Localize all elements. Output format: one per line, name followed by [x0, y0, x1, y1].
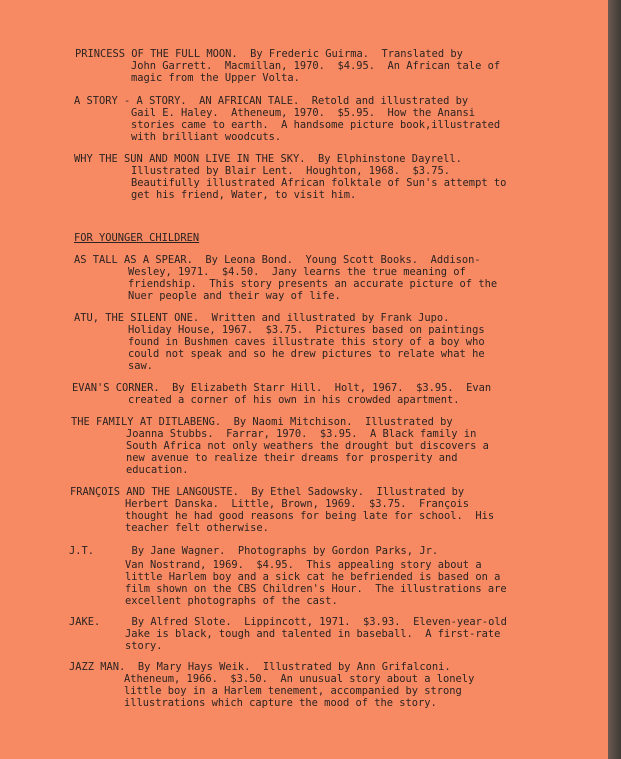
entry-first-line: EVAN'S CORNER. By Elizabeth Starr Hill. Holt, 1967. $3.95. Evan — [72, 382, 492, 394]
entry-first-line: WHY THE SUN AND MOON LIVE IN THE SKY. By Elphinstone Dayrell. — [74, 153, 462, 165]
entry-line: Holiday House, 1967. $3.75. Pictures based on paintings — [128, 324, 485, 336]
entry-line: teacher felt otherwise. — [125, 522, 269, 534]
entry-line: Atheneum, 1966. $3.50. An unusual story about a lonely — [124, 673, 475, 685]
entry-line: found in Bushmen caves illustrate this story of a boy who — [128, 336, 485, 348]
entry-line: saw. — [128, 360, 154, 372]
entry-first-line: PRINCESS OF THE FULL MOON. By Frederic Guirma. Translated by — [75, 48, 463, 60]
entry-line: thought he had good reasons for being late for school. His — [125, 510, 495, 522]
entry-line: Beautifully illustrated African folktale of Sun's attempt to — [131, 177, 507, 189]
entry-first-line: FRANÇOIS AND THE LANGOUSTE. By Ethel Sadowsky. Illustrated by — [70, 486, 465, 498]
entry-line: Illustrated by Blair Lent. Houghton, 1968. $3.75. — [131, 165, 451, 177]
entry-line: could not speak and so he drew pictures to relate what he — [128, 348, 485, 360]
entry-line: John Garrett. Macmillan, 1970. $4.95. An African tale of — [131, 60, 501, 72]
section-heading: FOR YOUNGER CHILDREN — [74, 232, 200, 244]
entry-first-line: THE FAMILY AT DITLABENG. By Naomi Mitchison. Illustrated by — [71, 416, 453, 428]
entry-line: Van Nostrand, 1969. $4.95. This appealing story about a — [125, 559, 482, 571]
entry-line: Joanna Stubbs. Farrar, 1970. $3.95. A Black family in — [126, 428, 477, 440]
entry-first-line: J.T. By Jane Wagner. Photographs by Gordon Parks, Jr. — [69, 545, 439, 557]
entry-first-line: JAZZ MAN. By Mary Hays Weik. Illustrated by Ann Grifalconi. — [69, 661, 451, 673]
entry-line: Gail E. Haley. Atheneum, 1970. $5.95. How the Anansi — [131, 107, 476, 119]
entry-line: with brilliant woodcuts. — [131, 131, 282, 143]
entry-line: Wesley, 1971. $4.50. Jany learns the true meaning of — [128, 266, 466, 278]
entry-line: South Africa not only weathers the drought but discovers a — [126, 440, 489, 452]
entry-line: story. — [125, 640, 163, 652]
entry-line: stories came to earth. A handsome picture book,illustrated — [131, 119, 501, 131]
entry-line: created a corner of his own in his crowded apartment. — [128, 394, 460, 406]
page-edge-shadow — [608, 0, 621, 759]
entry-first-line: ATU, THE SILENT ONE. Written and illustrated by Frank Jupo. — [74, 312, 450, 324]
entry-line: Herbert Danska. Little, Brown, 1969. $3.75. François — [125, 498, 470, 510]
entry-line: Jake is black, tough and talented in baseball. A first-rate — [125, 628, 501, 640]
entry-line: Nuer people and their way of life. — [128, 290, 341, 302]
entry-first-line: A STORY - A STORY. AN AFRICAN TALE. Retold and illustrated by — [74, 95, 469, 107]
entry-line: illustrations which capture the mood of the story. — [124, 697, 437, 709]
entry-first-line: JAKE. By Alfred Slote. Lippincott, 1971. $3.93. Eleven-year-old — [69, 616, 507, 628]
entry-line: new avenue to realize their dreams for prosperity and — [126, 452, 458, 464]
entry-line: friendship. This story presents an accurate picture of the — [128, 278, 498, 290]
entry-line: get his friend, Water, to visit him. — [131, 189, 357, 201]
entry-line: magic from the Upper Volta. — [131, 72, 300, 84]
entry-line: film shown on the CBS Children's Hour. The illustrations are — [125, 583, 507, 595]
entry-line: excellent photographs of the cast. — [125, 595, 338, 607]
entry-first-line: AS TALL AS A SPEAR. By Leona Bond. Young Scott Books. Addison- — [74, 254, 481, 266]
entry-line: little boy in a Harlem tenement, accompanied by strong — [124, 685, 462, 697]
entry-line: little Harlem boy and a sick cat he befriended is based on a — [125, 571, 501, 583]
entry-line: education. — [126, 464, 189, 476]
